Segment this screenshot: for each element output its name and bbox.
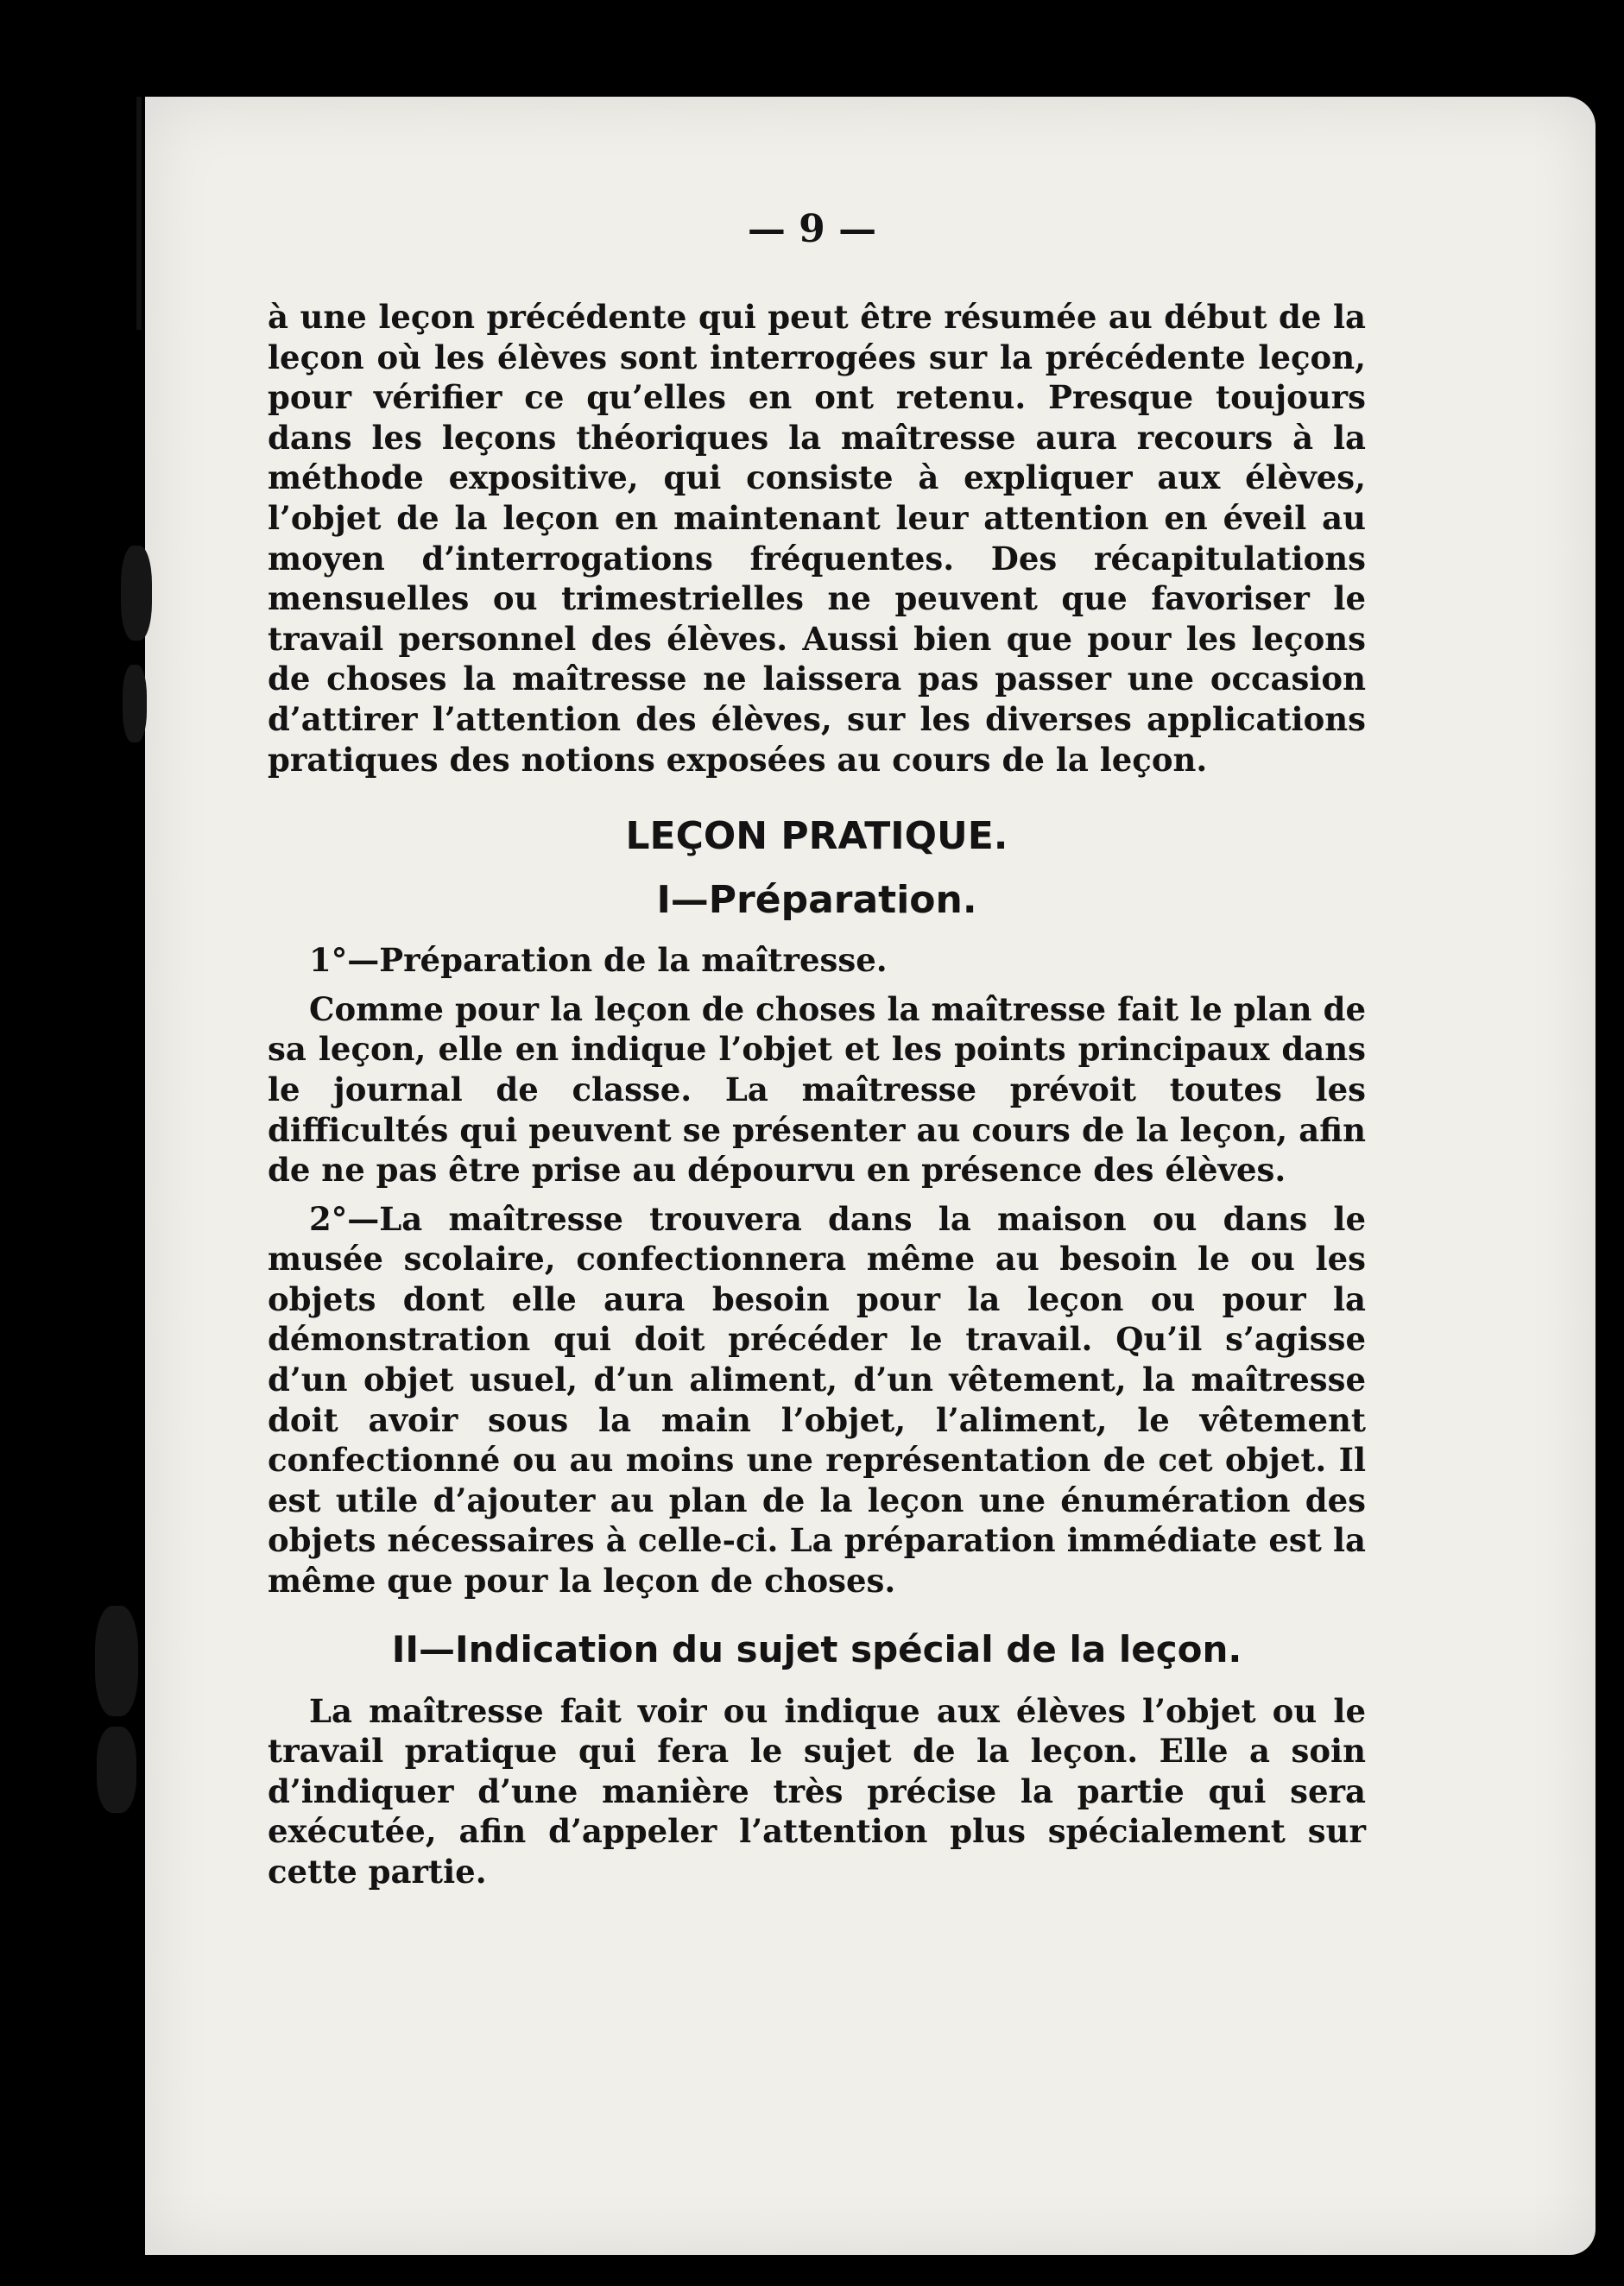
materials-paragraph: 2°—La maîtresse trouvera dans la maison ou dans le musée scolaire, confectionnera même au besoin le ou les objets dont elle aura besoin pour la leçon ou pour la démonstration qui doit précéder le travail. Qu’il s’agisse d’un objet usuel, d’un aliment, d’un vêtement, la maîtresse doit avoir sous la main l’objet, l’aliment, le vêtement confectionné ou au moins une représentation de cet objet. Il est utile d’ajouter au plan de la leçon une énumération des objets nécessaires à celle-ci. La préparation immédiate est la même que pour la leçon de choses. [268, 1199, 1366, 1601]
intro-paragraph: à une leçon précédente qui peut être résumée au début de la leçon où les élèves sont interrogées sur la précédente leçon, pour vérifier ce qu’elles en ont retenu. Presque toujours dans les leçons théoriques la maîtresse aura recours à la méthode expositive, qui consiste à expliquer aux élèves, l’objet de la leçon en maintenant leur attention en éveil au moyen d’interrogations fréquentes. Des récapitulations mensuelles ou trimestrielles ne peuvent que favoriser le travail personnel des élèves. Aussi bien que pour les leçons de choses la maîtresse ne laissera pas passer une occasion d’attirer l’attention des élèves, sur les diverses applications pratiques des notions exposées au cours de la leçon. [268, 298, 1366, 779]
indication-paragraph: La maîtresse fait voir ou indique aux élèves l’objet ou le travail pratique qui fera le sujet de la leçon. Elle a soin d’indiquer d’une manière très précise la partie qui sera exécutée, afin d’appeler l’attention plus spécialement sur cette partie. [268, 1691, 1366, 1891]
heading-preparation: I—Préparation. [656, 878, 977, 923]
preparation-label: 1°—Préparation de la maîtresse. [309, 941, 888, 980]
body-text [268, 297, 1366, 1892]
ink-smudge [97, 1727, 136, 1813]
heading-lecon-pratique: LEÇON PRATIQUE. [625, 814, 1008, 859]
ink-smudge [123, 665, 147, 742]
heading-indication: II—Indication du sujet spécial de la leçon. [391, 1627, 1242, 1670]
preparation-paragraph: Comme pour la leçon de choses la maîtresse fait le plan de sa leçon, elle en indique l’objet et les points principaux dans le journal de classe. La maîtresse prévoit toutes les difficultés qui peuvent se présenter au cours de la leçon, afin de ne pas être prise au dépourvu en présence des élèves. [268, 989, 1366, 1190]
ink-smudge [121, 546, 152, 641]
page-number: — 9 — [747, 207, 877, 251]
ink-smudge [95, 1606, 138, 1716]
